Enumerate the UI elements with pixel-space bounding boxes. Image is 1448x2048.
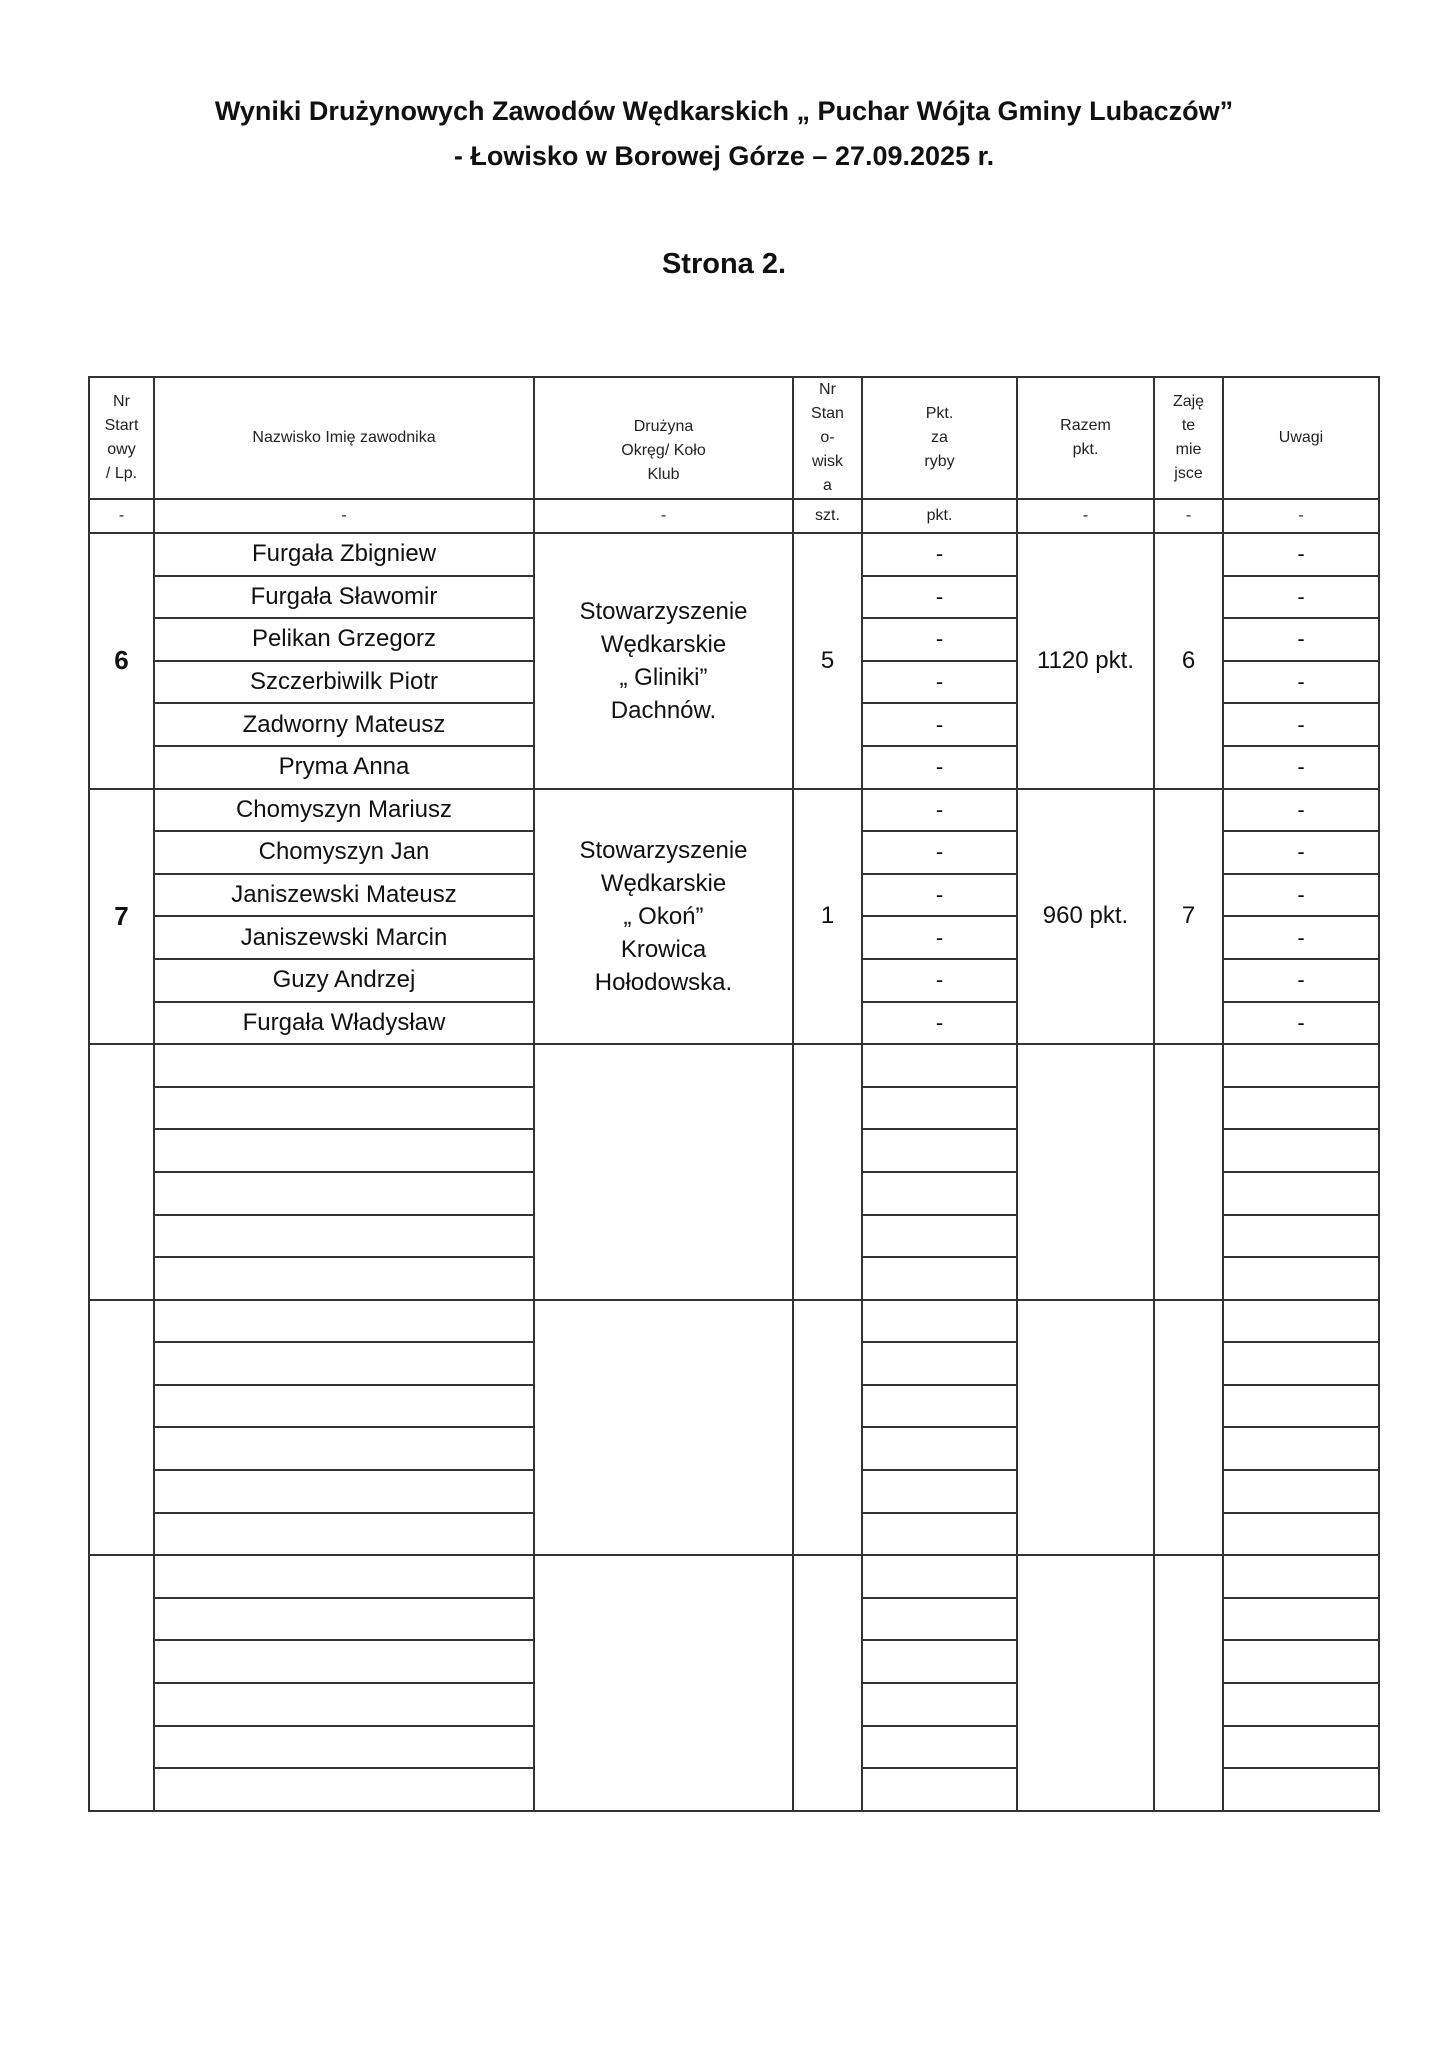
column-header-nr xyxy=(89,377,154,499)
competitor-name: Chomyszyn Mariusz xyxy=(154,789,534,832)
competitor-name xyxy=(154,1342,534,1385)
total-points: 1120 pkt. xyxy=(1017,533,1154,789)
fish-points xyxy=(862,1726,1017,1769)
column-header-total xyxy=(1017,377,1154,499)
column-header-line: te xyxy=(1181,417,1196,434)
competitor-name: Guzy Andrzej xyxy=(154,959,534,1002)
place xyxy=(1154,1044,1223,1300)
fish-points xyxy=(862,1683,1017,1726)
fish-points: - xyxy=(862,1002,1017,1045)
notes: - xyxy=(1223,959,1379,1002)
column-header-line: Drużyna xyxy=(633,418,694,435)
table-row xyxy=(89,789,1379,832)
fish-points xyxy=(862,1044,1017,1087)
table-row xyxy=(89,533,1379,576)
team-name xyxy=(534,1300,793,1556)
competitor-name: Chomyszyn Jan xyxy=(154,831,534,874)
team-name xyxy=(534,1044,793,1300)
column-header-line: a xyxy=(823,477,832,494)
team-name-line: „ Gliniki” xyxy=(619,663,708,691)
table-row xyxy=(89,1300,1379,1343)
fish-points xyxy=(862,1257,1017,1300)
notes xyxy=(1223,1342,1379,1385)
header-row xyxy=(89,377,1379,499)
column-header-line: Zaję xyxy=(1172,393,1205,410)
team-start-number xyxy=(89,1555,154,1811)
total-points: 960 pkt. xyxy=(1017,789,1154,1045)
stand-number xyxy=(793,1300,862,1556)
fish-points: - xyxy=(862,916,1017,959)
fish-points xyxy=(862,1342,1017,1385)
notes xyxy=(1223,1598,1379,1641)
notes xyxy=(1223,1555,1379,1598)
column-header-line: wisk xyxy=(811,453,844,470)
unit-cell-total: - xyxy=(1017,499,1154,533)
competitor-name xyxy=(154,1044,534,1087)
column-header-line: o- xyxy=(820,429,835,446)
column-header-line: Nazwisko Imię zawodnika xyxy=(252,429,436,446)
competitor-name xyxy=(154,1555,534,1598)
team-start-number: 6 xyxy=(89,533,154,789)
fish-points xyxy=(862,1087,1017,1130)
competitor-name: Szczerbiwilk Piotr xyxy=(154,661,534,704)
column-header-notes xyxy=(1223,377,1379,499)
competitor-name: Furgała Zbigniew xyxy=(154,533,534,576)
competitor-name: Janiszewski Mateusz xyxy=(154,874,534,917)
team-start-number: 7 xyxy=(89,789,154,1045)
unit-cell-nr: - xyxy=(89,499,154,533)
fish-points xyxy=(862,1640,1017,1683)
team-name-line: Stowarzyszenie xyxy=(579,597,748,625)
notes xyxy=(1223,1044,1379,1087)
notes xyxy=(1223,1385,1379,1428)
team-name xyxy=(534,789,793,1045)
competitor-name: Zadworny Mateusz xyxy=(154,703,534,746)
column-header-line: Razem xyxy=(1060,417,1111,434)
notes: - xyxy=(1223,746,1379,789)
notes: - xyxy=(1223,916,1379,959)
notes: - xyxy=(1223,703,1379,746)
place: 6 xyxy=(1154,533,1223,789)
column-header-name xyxy=(154,377,534,499)
fish-points xyxy=(862,1129,1017,1172)
results-table xyxy=(88,376,1380,1812)
competitor-name xyxy=(154,1087,534,1130)
notes xyxy=(1223,1726,1379,1769)
column-header-line: Pkt. xyxy=(925,405,954,422)
competitor-name xyxy=(154,1427,534,1470)
notes xyxy=(1223,1087,1379,1130)
unit-cell-name: - xyxy=(154,499,534,533)
total-points xyxy=(1017,1044,1154,1300)
competitor-name xyxy=(154,1257,534,1300)
fish-points xyxy=(862,1470,1017,1513)
column-header-line: ryby xyxy=(924,453,955,470)
fish-points xyxy=(862,1172,1017,1215)
notes xyxy=(1223,1215,1379,1258)
column-header-line: Start xyxy=(104,417,139,434)
unit-cell-place: - xyxy=(1154,499,1223,533)
competitor-name: Pryma Anna xyxy=(154,746,534,789)
notes xyxy=(1223,1683,1379,1726)
column-header-line: owy xyxy=(107,441,136,458)
unit-cell-notes: - xyxy=(1223,499,1379,533)
team-name xyxy=(534,533,793,789)
stand-number: 1 xyxy=(793,789,862,1045)
stand-number xyxy=(793,1044,862,1300)
notes: - xyxy=(1223,789,1379,832)
stand-number xyxy=(793,1555,862,1811)
stand-number: 5 xyxy=(793,533,862,789)
column-header-fish_points xyxy=(862,377,1017,499)
fish-points: - xyxy=(862,533,1017,576)
competitor-name: Pelikan Grzegorz xyxy=(154,618,534,661)
team-start-number xyxy=(89,1300,154,1556)
fish-points: - xyxy=(862,874,1017,917)
team-name-line: Wędkarskie xyxy=(600,869,727,897)
competitor-name xyxy=(154,1683,534,1726)
column-header-line: Klub xyxy=(647,466,680,483)
competitor-name xyxy=(154,1768,534,1811)
unit-cell-stand: szt. xyxy=(793,499,862,533)
notes xyxy=(1223,1513,1379,1556)
fish-points: - xyxy=(862,576,1017,619)
document-title: Wyniki Drużynowych Zawodów Wędkarskich „ Puchar Wójta Gminy Lubaczów” xyxy=(214,96,1234,126)
notes xyxy=(1223,1257,1379,1300)
notes xyxy=(1223,1640,1379,1683)
competitor-name xyxy=(154,1726,534,1769)
notes xyxy=(1223,1470,1379,1513)
notes: - xyxy=(1223,1002,1379,1045)
notes xyxy=(1223,1172,1379,1215)
competitor-name xyxy=(154,1300,534,1343)
fish-points xyxy=(862,1385,1017,1428)
team-name-line: Krowica xyxy=(620,935,707,963)
notes xyxy=(1223,1300,1379,1343)
fish-points: - xyxy=(862,831,1017,874)
column-header-line: Okręg/ Koło xyxy=(621,442,706,459)
column-header-place xyxy=(1154,377,1223,499)
competitor-name xyxy=(154,1215,534,1258)
competitor-name xyxy=(154,1640,534,1683)
column-header-line: Stan xyxy=(811,405,844,422)
notes: - xyxy=(1223,533,1379,576)
fish-points: - xyxy=(862,618,1017,661)
team-name xyxy=(534,1555,793,1811)
notes xyxy=(1223,1427,1379,1470)
fish-points xyxy=(862,1427,1017,1470)
fish-points xyxy=(862,1598,1017,1641)
page-label: Strona 2. xyxy=(661,248,787,280)
fish-points xyxy=(862,1555,1017,1598)
team-name-line: Hołodowska. xyxy=(594,968,733,996)
fish-points: - xyxy=(862,789,1017,832)
fish-points: - xyxy=(862,959,1017,1002)
fish-points xyxy=(862,1768,1017,1811)
place: 7 xyxy=(1154,789,1223,1045)
column-header-stand xyxy=(793,377,862,499)
column-header-line: Uwagi xyxy=(1278,429,1324,446)
notes: - xyxy=(1223,874,1379,917)
column-header-team xyxy=(534,377,793,499)
fish-points xyxy=(862,1215,1017,1258)
fish-points: - xyxy=(862,661,1017,704)
table-row xyxy=(89,1044,1379,1087)
table-row xyxy=(89,1555,1379,1598)
column-header-line: pkt. xyxy=(1072,441,1099,458)
fish-points: - xyxy=(862,703,1017,746)
notes: - xyxy=(1223,576,1379,619)
competitor-name xyxy=(154,1598,534,1641)
place xyxy=(1154,1555,1223,1811)
notes xyxy=(1223,1768,1379,1811)
competitor-name xyxy=(154,1513,534,1556)
column-header-line: Nr xyxy=(113,393,130,410)
unit-cell-fish_points: pkt. xyxy=(862,499,1017,533)
notes xyxy=(1223,1129,1379,1172)
team-name-line: Wędkarskie xyxy=(600,630,727,658)
column-header-line: za xyxy=(931,429,948,446)
notes: - xyxy=(1223,831,1379,874)
total-points xyxy=(1017,1555,1154,1811)
competitor-name xyxy=(154,1172,534,1215)
column-header-line: mie xyxy=(1175,441,1202,458)
team-name-line: Dachnów. xyxy=(610,696,717,724)
competitor-name xyxy=(154,1129,534,1172)
unit-cell-team: - xyxy=(534,499,793,533)
team-name-line: Stowarzyszenie xyxy=(579,836,748,864)
unit-row xyxy=(89,499,1379,533)
fish-points xyxy=(862,1513,1017,1556)
document-subtitle: - Łowisko w Borowej Górze – 27.09.2025 r. xyxy=(453,141,995,171)
column-header-line: jsce xyxy=(1174,465,1203,482)
table-body xyxy=(89,533,1379,1811)
fish-points: - xyxy=(862,746,1017,789)
total-points xyxy=(1017,1300,1154,1556)
team-start-number xyxy=(89,1044,154,1300)
competitor-name: Furgała Władysław xyxy=(154,1002,534,1045)
competitor-name xyxy=(154,1470,534,1513)
column-header-line: Nr xyxy=(819,381,836,398)
competitor-name: Furgała Sławomir xyxy=(154,576,534,619)
competitor-name xyxy=(154,1385,534,1428)
team-name-line: „ Okoń” xyxy=(623,902,704,930)
notes: - xyxy=(1223,618,1379,661)
place xyxy=(1154,1300,1223,1556)
competitor-name: Janiszewski Marcin xyxy=(154,916,534,959)
fish-points xyxy=(862,1300,1017,1343)
notes: - xyxy=(1223,661,1379,704)
column-header-line: / Lp. xyxy=(105,465,138,482)
